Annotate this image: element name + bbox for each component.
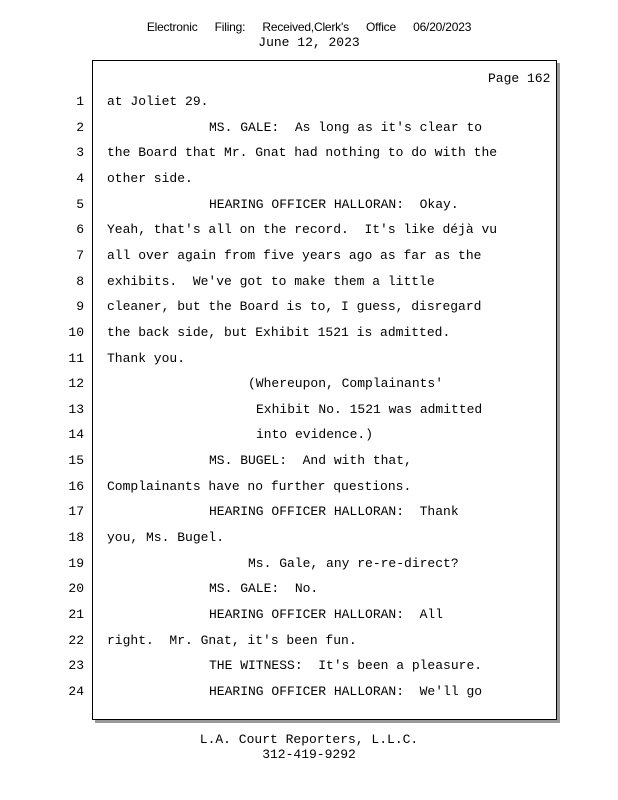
line-number: 19 <box>68 555 84 571</box>
transcript-line <box>0 169 560 189</box>
line-text: other side. <box>107 170 193 186</box>
line-text: (Whereupon, Complainants' <box>248 376 444 392</box>
line-number: 9 <box>76 299 84 315</box>
transcript-line <box>0 656 560 676</box>
reporter-company: L.A. Court Reporters, L.L.C. <box>199 732 419 747</box>
line-text: cleaner, but the Board is to, I guess, disregard <box>107 299 482 315</box>
line-number: 13 <box>68 401 84 417</box>
line-text: right. Mr. Gnat, it's been fun. <box>107 632 357 648</box>
filing-stamp <box>0 20 618 34</box>
line-number: 2 <box>76 119 84 135</box>
transcript-line <box>0 528 560 548</box>
transcript-line <box>0 92 560 112</box>
transcript-line <box>0 272 560 292</box>
line-text: HEARING OFFICER HALLORAN: Okay. <box>209 196 459 212</box>
transcript-line <box>0 554 560 574</box>
line-number: 12 <box>68 376 84 392</box>
transcript-line <box>0 297 560 317</box>
filing-word-1: Electronic <box>146 20 198 34</box>
line-text: MS. GALE: As long as it's clear to <box>209 119 483 135</box>
line-text: Ms. Gale, any re-re-direct? <box>248 555 459 571</box>
line-number: 11 <box>68 350 84 366</box>
line-number: 20 <box>68 581 84 597</box>
line-number: 18 <box>68 530 84 546</box>
filing-date: 06/20/2023 <box>413 20 472 34</box>
line-text: HEARING OFFICER HALLORAN: Thank <box>209 504 459 520</box>
line-number: 6 <box>76 222 84 238</box>
transcript-line <box>0 502 560 522</box>
line-number: 22 <box>68 632 84 648</box>
line-text: all over again from five years ago as far as the <box>107 247 482 263</box>
line-text: the Board that Mr. Gnat had nothing to do with the <box>107 145 498 161</box>
line-text: THE WITNESS: It's been a pleasure. <box>209 658 483 674</box>
line-text: at Joliet 29. <box>107 94 209 109</box>
footer <box>0 732 618 762</box>
line-number: 5 <box>76 196 84 212</box>
transcript-line <box>0 477 560 497</box>
line-text: HEARING OFFICER HALLORAN: All <box>209 607 444 622</box>
page-number: Page 162 <box>488 71 551 86</box>
line-number: 7 <box>76 247 84 263</box>
transcript-line <box>0 118 560 138</box>
line-number: 21 <box>68 607 84 622</box>
transcript-line <box>0 605 560 625</box>
line-number: 10 <box>68 324 84 340</box>
line-number: 16 <box>68 478 84 494</box>
line-number: 3 <box>76 145 84 161</box>
line-number: 17 <box>68 504 84 520</box>
line-number: 14 <box>68 427 84 443</box>
transcript-line <box>0 246 560 266</box>
filing-word-4: Office <box>366 20 396 34</box>
line-text: MS. BUGEL: And with that, <box>209 453 412 469</box>
line-number: 8 <box>76 273 84 289</box>
line-number: 1 <box>76 94 84 109</box>
transcript-date: June 12, 2023 <box>258 35 360 50</box>
transcript-line <box>0 374 560 394</box>
line-number: 4 <box>76 170 84 186</box>
line-text: the back side, but Exhibit 1521 is admitted. <box>107 324 451 340</box>
transcript-line <box>0 425 560 445</box>
transcript-line <box>0 349 560 369</box>
filing-word-2: Filing: <box>214 20 246 34</box>
line-text: Exhibit No. 1521 was admitted <box>256 401 483 417</box>
transcript-line <box>0 323 560 343</box>
line-number: 24 <box>68 683 84 699</box>
transcript-line <box>0 400 560 420</box>
transcript-line <box>0 195 560 215</box>
transcript-line <box>0 220 560 240</box>
line-text: you, Ms. Bugel. <box>107 530 225 546</box>
transcript-line <box>0 143 560 163</box>
line-text: Thank you. <box>107 350 186 366</box>
filing-word-3: Received,Clerk's <box>262 20 349 34</box>
line-text: into evidence.) <box>256 427 374 443</box>
transcript-line <box>0 451 560 471</box>
line-text: exhibits. We've got to make them a little <box>107 273 435 289</box>
transcript-line <box>0 631 560 651</box>
line-text: Complainants have no further questions. <box>107 478 412 494</box>
reporter-phone: 312-419-9292 <box>262 747 356 762</box>
line-text: Yeah, that's all on the record. It's like déjà vu <box>107 222 498 238</box>
line-text: MS. GALE: No. <box>209 581 319 597</box>
transcript-line <box>0 682 560 702</box>
line-number: 23 <box>68 658 84 674</box>
transcript-line <box>0 579 560 599</box>
line-text: HEARING OFFICER HALLORAN: We'll go <box>209 683 483 699</box>
line-number: 15 <box>68 453 84 469</box>
